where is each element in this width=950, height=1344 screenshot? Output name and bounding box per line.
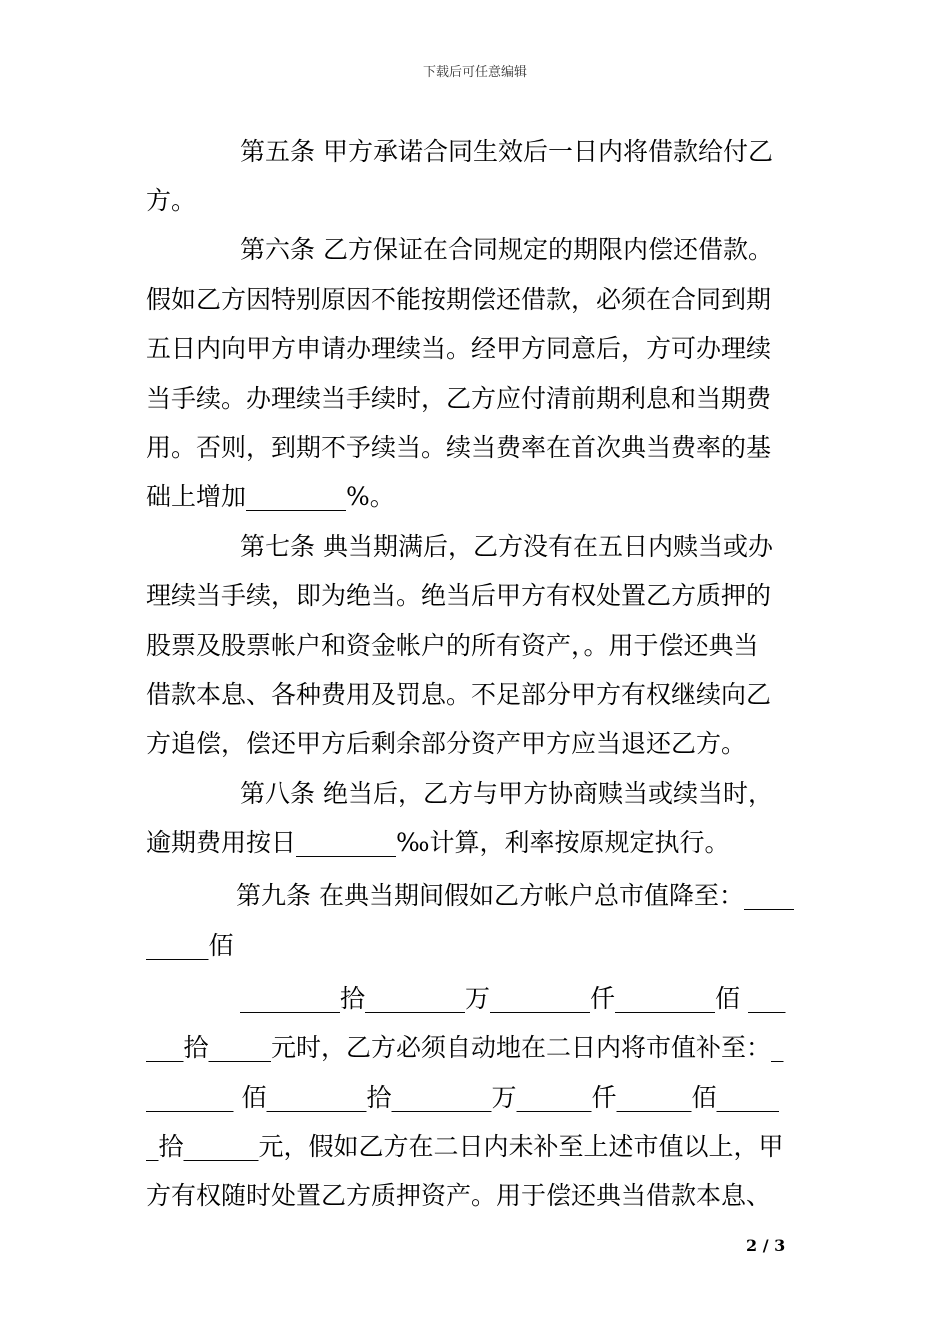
article-5-line-1: 第五条 甲方承诺合同生效后一日内将借款给付乙 bbox=[240, 137, 773, 166]
article-5-line-2: 方。 bbox=[146, 186, 197, 215]
article-7-line-2: 理续当手续，即为绝当。绝当后甲方有权处置乙方质押的 bbox=[146, 581, 772, 610]
article-8-line-2: 逾期费用按日________‰计算，利率按原规定执行。 bbox=[146, 828, 730, 857]
article-8-line-1: 第八条 绝当后，乙方与甲方协商赎当或续当时， bbox=[240, 779, 773, 808]
article-6-line-4: 当手续。办理续当手续时，乙方应付清前期利息和当期费 bbox=[146, 384, 772, 413]
article-9-line-7: 方有权随时处置乙方质押资产。用于偿还典当借款本息、 bbox=[146, 1181, 772, 1210]
article-6-line-2: 假如乙方因特别原因不能按期偿还借款，必须在合同到期 bbox=[146, 285, 772, 314]
article-9-line-5: _______ 佰________拾________万______仟______佰_____ bbox=[146, 1083, 779, 1112]
article-7-line-1: 第七条 典当期满后，乙方没有在五日内赎当或办 bbox=[240, 532, 773, 561]
article-6-line-3: 五日内向甲方申请办理续当。经甲方同意后，方可办理续 bbox=[146, 334, 772, 363]
article-9-line-4: ___拾_____元时，乙方必须自动地在二日内将市值补至：_ bbox=[146, 1033, 784, 1062]
article-6-line-5: 用。否则，到期不予续当。续当费率在首次典当费率的基 bbox=[146, 433, 772, 462]
article-9-line-1: 第九条 在典当期间假如乙方帐户总市值降至：____ bbox=[236, 881, 794, 910]
article-7-line-4: 借款本息、各种费用及罚息。不足部分甲方有权继续向乙 bbox=[146, 680, 772, 709]
page-header: 下载后可任意编辑 bbox=[422, 65, 527, 80]
article-6-line-6: 础上增加________%。 bbox=[146, 482, 395, 511]
article-9-line-6: _拾______元，假如乙方在二日内未补至上述市值以上，甲 bbox=[146, 1132, 784, 1161]
article-7-line-3: 股票及股票帐户和资金帐户的所有资产，。用于偿还典当 bbox=[146, 631, 759, 660]
article-7-line-5: 方追偿，偿还甲方后剩余部分资产甲方应当退还乙方。 bbox=[146, 729, 747, 758]
article-9-line-2: _____佰 bbox=[146, 931, 234, 960]
article-6-line-1: 第六条 乙方保证在合同规定的期限内偿还借款。 bbox=[240, 235, 773, 264]
article-9-line-3: ________拾________万________仟________佰 ___ bbox=[240, 984, 786, 1013]
page-number: 2 / 3 bbox=[746, 1236, 786, 1255]
